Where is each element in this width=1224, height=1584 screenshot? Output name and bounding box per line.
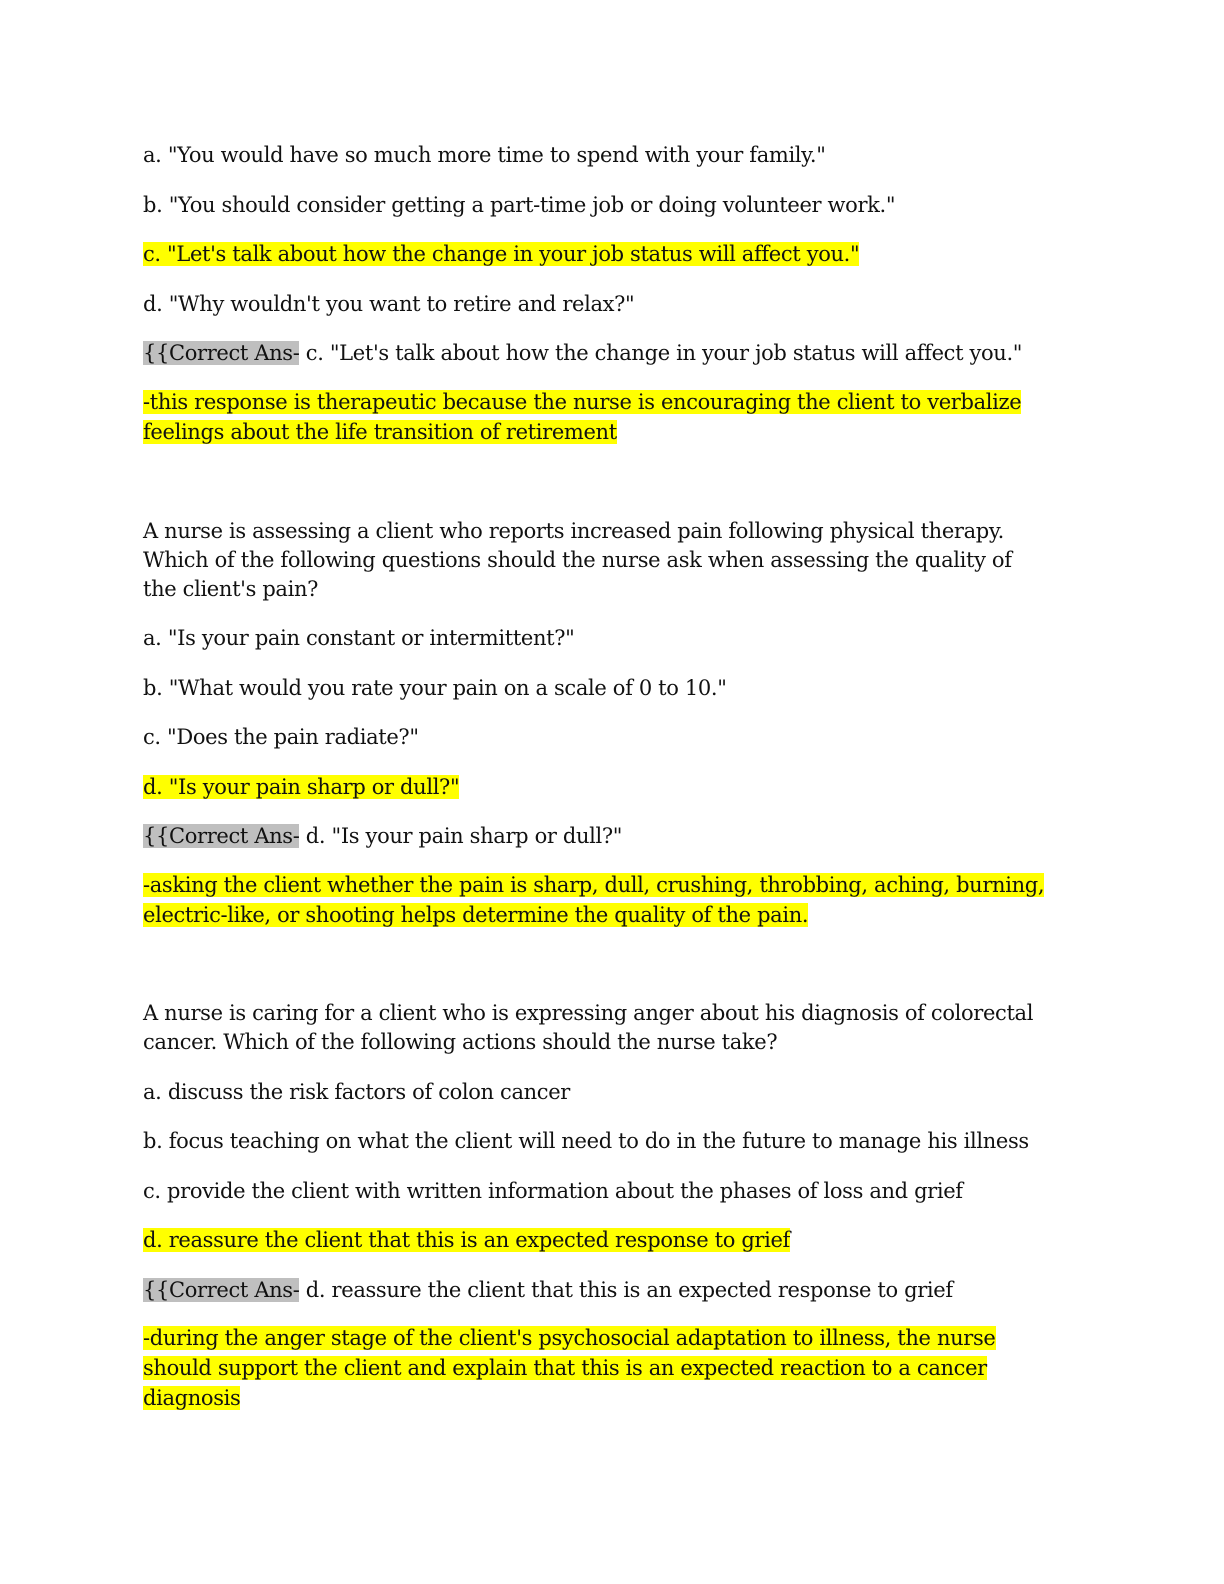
option-b	[143, 674, 1073, 704]
correct-answer-line	[143, 822, 1073, 852]
rationale-text: feelings about the life transition of retirement	[143, 420, 617, 444]
correct-answer-line	[143, 1276, 1073, 1306]
rationale-text: diagnosis	[143, 1386, 241, 1410]
option-c	[143, 723, 1073, 753]
option-d	[143, 290, 1073, 320]
option-d-highlighted	[143, 773, 1073, 803]
question-text: A nurse is assessing a client who reports increased pain following physical therapy.	[143, 519, 1004, 543]
question-line	[143, 517, 1073, 547]
option-a	[143, 141, 1073, 171]
rationale-line	[143, 388, 1073, 418]
option-text: c. "Does the pain radiate?"	[143, 725, 419, 749]
question-line	[143, 999, 1073, 1029]
highlighted-option-text: c. "Let's talk about how the change in your job status will affect you."	[143, 242, 860, 266]
option-text: d. "Why wouldn't you want to retire and relax?"	[143, 292, 635, 316]
rationale-line	[143, 871, 1073, 901]
option-b	[143, 1127, 1073, 1157]
rationale-text: -during the anger stage of the client's psychosocial adaptation to illness, the nurse	[143, 1326, 996, 1350]
option-text: b. "What would you rate your pain on a scale of 0 to 10."	[143, 676, 727, 700]
question-text: A nurse is caring for a client who is expressing anger about his diagnosis of colorectal	[143, 1001, 1034, 1025]
question-text: the client's pain?	[143, 577, 319, 601]
option-a	[143, 624, 1073, 654]
option-c	[143, 1177, 1073, 1207]
rationale-line	[143, 418, 1073, 448]
correct-answer-tag: {{Correct Ans-	[143, 341, 300, 365]
rationale-text: -this response is therapeutic because the nurse is encouraging the client to verbalize	[143, 390, 1022, 414]
correct-answer-tag: {{Correct Ans-	[143, 1278, 300, 1302]
correct-answer-text: c. "Let's talk about how the change in your job status will affect you."	[299, 341, 1023, 365]
question-line	[143, 1028, 1073, 1058]
correct-answer-line	[143, 339, 1073, 369]
option-text: b. focus teaching on what the client will need to do in the future to manage his illness	[143, 1129, 1029, 1153]
option-text: c. provide the client with written information about the phases of loss and grief	[143, 1179, 963, 1203]
question-line	[143, 546, 1073, 576]
option-c-highlighted	[143, 240, 1073, 270]
option-text: a. "Is your pain constant or intermittent?"	[143, 626, 575, 650]
question-text: cancer. Which of the following actions should the nurse take?	[143, 1030, 778, 1054]
rationale-line	[143, 901, 1073, 931]
rationale-line	[143, 1384, 1073, 1414]
highlighted-option-text: d. "Is your pain sharp or dull?"	[143, 775, 460, 799]
correct-answer-tag: {{Correct Ans-	[143, 824, 300, 848]
rationale-text: should support the client and explain that this is an expected reaction to a cancer	[143, 1356, 987, 1380]
option-d-highlighted	[143, 1226, 1073, 1256]
question-text: Which of the following questions should the nurse ask when assessing the quality of	[143, 548, 1012, 572]
option-b	[143, 191, 1073, 221]
correct-answer-text: d. "Is your pain sharp or dull?"	[299, 824, 623, 848]
question-line	[143, 575, 1073, 605]
rationale-text: electric-like, or shooting helps determine the quality of the pain.	[143, 903, 809, 927]
option-text: b. "You should consider getting a part-time job or doing volunteer work."	[143, 193, 896, 217]
rationale-line	[143, 1324, 1073, 1354]
option-text: a. discuss the risk factors of colon cancer	[143, 1080, 570, 1104]
rationale-text: -asking the client whether the pain is sharp, dull, crushing, throbbing, aching, burning,	[143, 873, 1045, 897]
highlighted-option-text: d. reassure the client that this is an expected response to grief	[143, 1228, 790, 1252]
rationale-line	[143, 1354, 1073, 1384]
option-a	[143, 1078, 1073, 1108]
correct-answer-text: d. reassure the client that this is an expected response to grief	[299, 1278, 953, 1302]
option-text: a. "You would have so much more time to spend with your family."	[143, 143, 826, 167]
